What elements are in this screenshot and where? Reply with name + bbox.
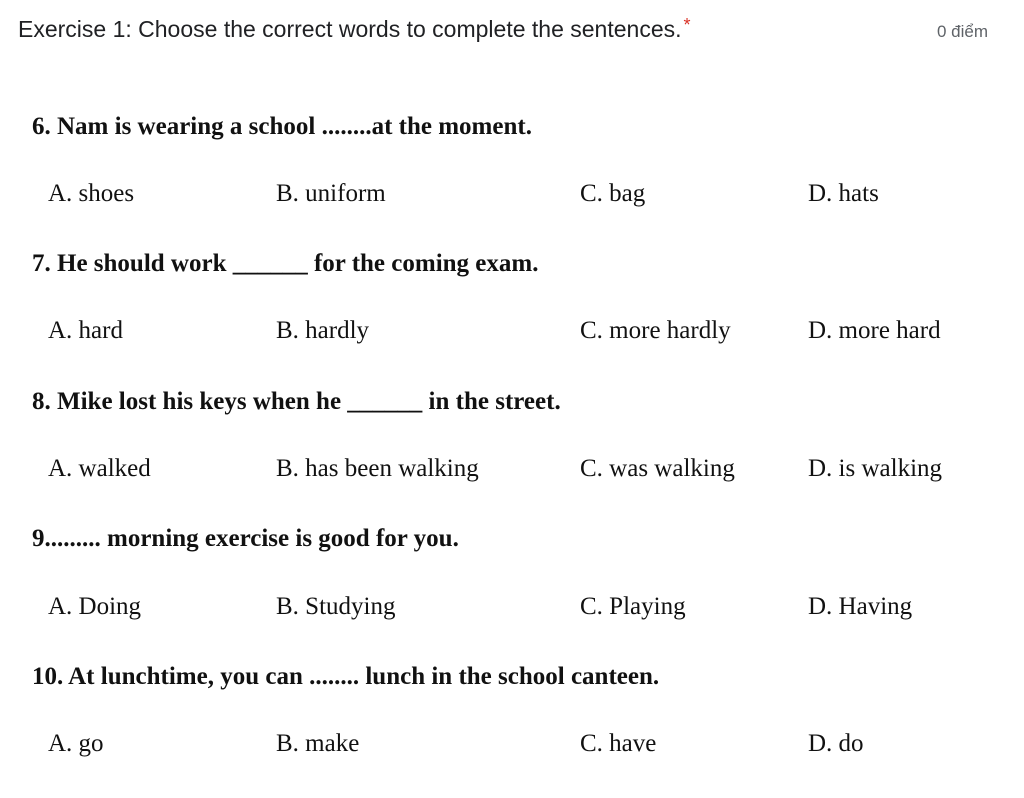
- question-7: 7. He should work ______ for the coming exam.: [32, 250, 539, 277]
- question-6-option-a: A. shoes: [48, 180, 135, 207]
- question-9: 9......... morning exercise is good for you.: [32, 525, 459, 552]
- question-9-option-d: D. Having: [808, 593, 913, 620]
- question-8-option-d: D. is walking: [808, 455, 943, 482]
- question-10-option-a: A. go: [48, 730, 104, 757]
- question-9-option-b: B. Studying: [276, 593, 396, 620]
- question-9-option-c: C. Playing: [580, 593, 686, 620]
- required-asterisk: *: [683, 15, 691, 35]
- question-8: 8. Mike lost his keys when he ______ in the street.: [32, 388, 561, 415]
- question-title-text: Exercise 1: Choose the correct words to complete the sentences.: [18, 16, 682, 42]
- question-6-option-c: C. bag: [580, 180, 646, 207]
- question-10-option-d: D. do: [808, 730, 864, 757]
- question-6-option-d: D. hats: [808, 180, 879, 207]
- question-7-option-d: D. more hard: [808, 317, 941, 344]
- question-10-option-b: B. make: [276, 730, 360, 757]
- question-6-option-b: B. uniform: [276, 180, 386, 207]
- question-8-option-c: C. was walking: [580, 455, 735, 482]
- question-10: 10. At lunchtime, you can ........ lunch in the school canteen.: [32, 663, 660, 690]
- question-9-option-a: A. Doing: [48, 593, 142, 620]
- question-7-option-a: A. hard: [48, 317, 123, 344]
- question-6: 6. Nam is wearing a school ........at the moment.: [32, 113, 532, 140]
- question-7-option-b: B. hardly: [276, 317, 370, 344]
- points-label: 0 điểm: [936, 22, 988, 41]
- question-8-option-b: B. has been walking: [276, 455, 479, 482]
- question-7-option-c: C. more hardly: [580, 317, 731, 344]
- question-8-option-a: A. walked: [48, 455, 151, 482]
- question-10-option-c: C. have: [580, 730, 657, 757]
